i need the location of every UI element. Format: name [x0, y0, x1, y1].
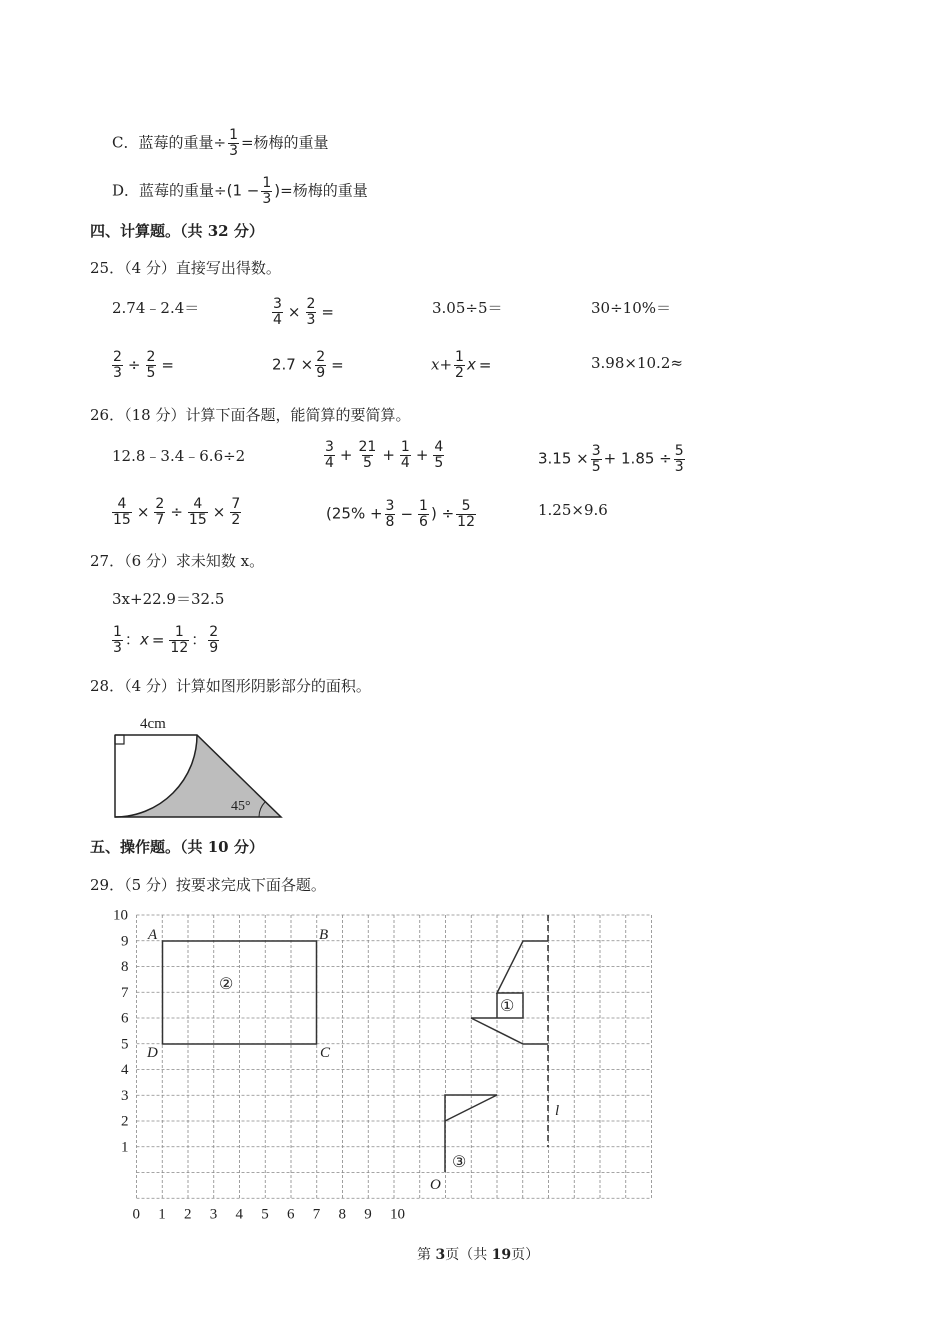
option-c-lhs: 蓝莓的重量÷: [138, 133, 227, 152]
point-c-label: C: [320, 1045, 331, 1061]
grid-lines: [137, 915, 652, 1198]
x-tick-label: 10: [390, 1206, 405, 1223]
q26-d: $\frac{4}{15}$ × $\frac{2}{7}$ ÷ $\frac{4}{15}$ × $\frac{7}{2}$: [113, 496, 241, 528]
paren-open: (1 −: [226, 181, 260, 200]
q26-a: 12.8﹣3.4﹣6.6÷2: [112, 447, 246, 465]
y-tick-label: 10: [113, 907, 128, 924]
q27-title: 27．（6 分）求未知数 x。: [90, 552, 265, 570]
x-tick-label: 6: [287, 1206, 295, 1223]
x-tick-label: 9: [364, 1206, 372, 1223]
angle-label: 45°: [231, 799, 251, 814]
q25-c: 3.05÷5＝: [432, 299, 503, 317]
footer-pre: 第: [417, 1247, 436, 1263]
section-4-title: 四、计算题。（共 32 分）: [90, 222, 264, 240]
y-tick-label: 5: [121, 1036, 129, 1053]
y-tick-label: 1: [121, 1139, 129, 1156]
option-c-rhs: =杨梅的重量: [240, 133, 329, 152]
y-tick-label: 4: [121, 1062, 129, 1078]
y-tick-label: 3: [121, 1087, 129, 1104]
section-5-title: 五、操作题。（共 10 分）: [90, 838, 264, 856]
q25-b: $\frac{3}{4}$ × $\frac{2}{3}$ =: [273, 296, 334, 328]
q26-f: 1.25×9.6: [538, 501, 608, 519]
x-tick-label: 5: [261, 1206, 269, 1223]
y-tick-label: 6: [121, 1010, 129, 1027]
q29-grid-figure: [100, 905, 660, 1225]
q29-title: 29．（5 分）按要求完成下面各题。: [90, 876, 326, 894]
x-tick-label: 2: [184, 1206, 192, 1223]
y-tick-label: 2: [121, 1113, 129, 1130]
shaded-region: [115, 735, 281, 817]
x-axis-ticks: [133, 1206, 406, 1222]
x-tick-label: 4: [235, 1206, 243, 1223]
x-tick-label: 0: [132, 1206, 140, 1223]
x-tick-label: 3: [209, 1206, 218, 1223]
y-tick-label: 9: [121, 933, 129, 950]
footer-page-number: 3: [435, 1247, 446, 1263]
q26-c: 3.15 × $\frac{3}{5}$ + 1.85 ÷ $\frac{5}{3}$: [538, 443, 684, 475]
option-d-rhs: =杨梅的重量: [280, 181, 368, 200]
q26-title: 26．（18 分）计算下面各题，能简算的要简算。: [90, 406, 411, 424]
x-tick-label: 7: [312, 1206, 321, 1223]
shape-1-label: ①: [500, 998, 515, 1015]
option-d-lhs: 蓝莓的重量÷: [139, 181, 227, 200]
page-footer: [417, 1245, 539, 1265]
point-d-label: D: [147, 1045, 158, 1061]
option-d: [112, 176, 368, 207]
fraction: $\frac{1}{3}$: [262, 175, 272, 207]
footer-total-pages: 19: [491, 1247, 512, 1263]
q25-d: 30÷10%＝: [591, 299, 671, 317]
option-c: [112, 128, 329, 159]
option-c-label: C．: [112, 133, 139, 152]
q25-h: 3.98×10.2≈: [591, 354, 683, 372]
option-d-label: D．: [112, 181, 140, 200]
y-tick-label: 7: [121, 984, 129, 1001]
q25-g: x+ $\frac{1}{2}$ x =: [431, 349, 492, 381]
fraction: $\frac{1}{3}$: [229, 127, 238, 159]
footer-mid: 页（共: [445, 1247, 492, 1263]
q27-eq1: 3x+22.9＝32.5: [112, 590, 225, 608]
q25-e: $\frac{2}{3}$ ÷ $\frac{2}{5}$ =: [113, 349, 174, 381]
x-tick-label: 8: [338, 1206, 346, 1223]
y-axis-ticks: [113, 908, 129, 1156]
right-angle-marker: [115, 735, 124, 744]
y-tick-label: 8: [121, 959, 129, 975]
q28-title: 28．（4 分）计算如图形阴影部分的面积。: [90, 677, 371, 695]
q27-eq2: $\frac{1}{3}$ ：x = $\frac{1}{12}$ ： $\frac{2}{9}$: [113, 624, 219, 656]
shape-2-label: ②: [219, 976, 234, 993]
line-l-label: l: [555, 1103, 560, 1119]
q25-title: 25．（4 分）直接写出得数。: [90, 259, 281, 277]
point-b-label: B: [319, 927, 329, 943]
paren-close: ): [274, 181, 281, 200]
point-o-label: O: [430, 1177, 441, 1193]
footer-post: 页）: [511, 1247, 540, 1263]
shape-3-label: ③: [452, 1154, 467, 1171]
x-tick-label: 1: [158, 1206, 166, 1223]
q26-b: $\frac{3}{4}$ + $\frac{21}{5}$ + $\frac{1}{4}$ + $\frac{4}{5}$: [325, 439, 444, 471]
q26-e: (25% + $\frac{3}{8}$ − $\frac{1}{6}$ ) ÷ $\frac{5}{12}$: [326, 498, 475, 530]
q25-f: 2.7 × $\frac{2}{9}$ =: [272, 349, 344, 381]
side-label: 4cm: [140, 716, 166, 732]
point-a-label: A: [148, 927, 158, 943]
q28-figure: [100, 710, 300, 825]
q25-a: 2.74﹣2.4＝: [112, 299, 200, 317]
